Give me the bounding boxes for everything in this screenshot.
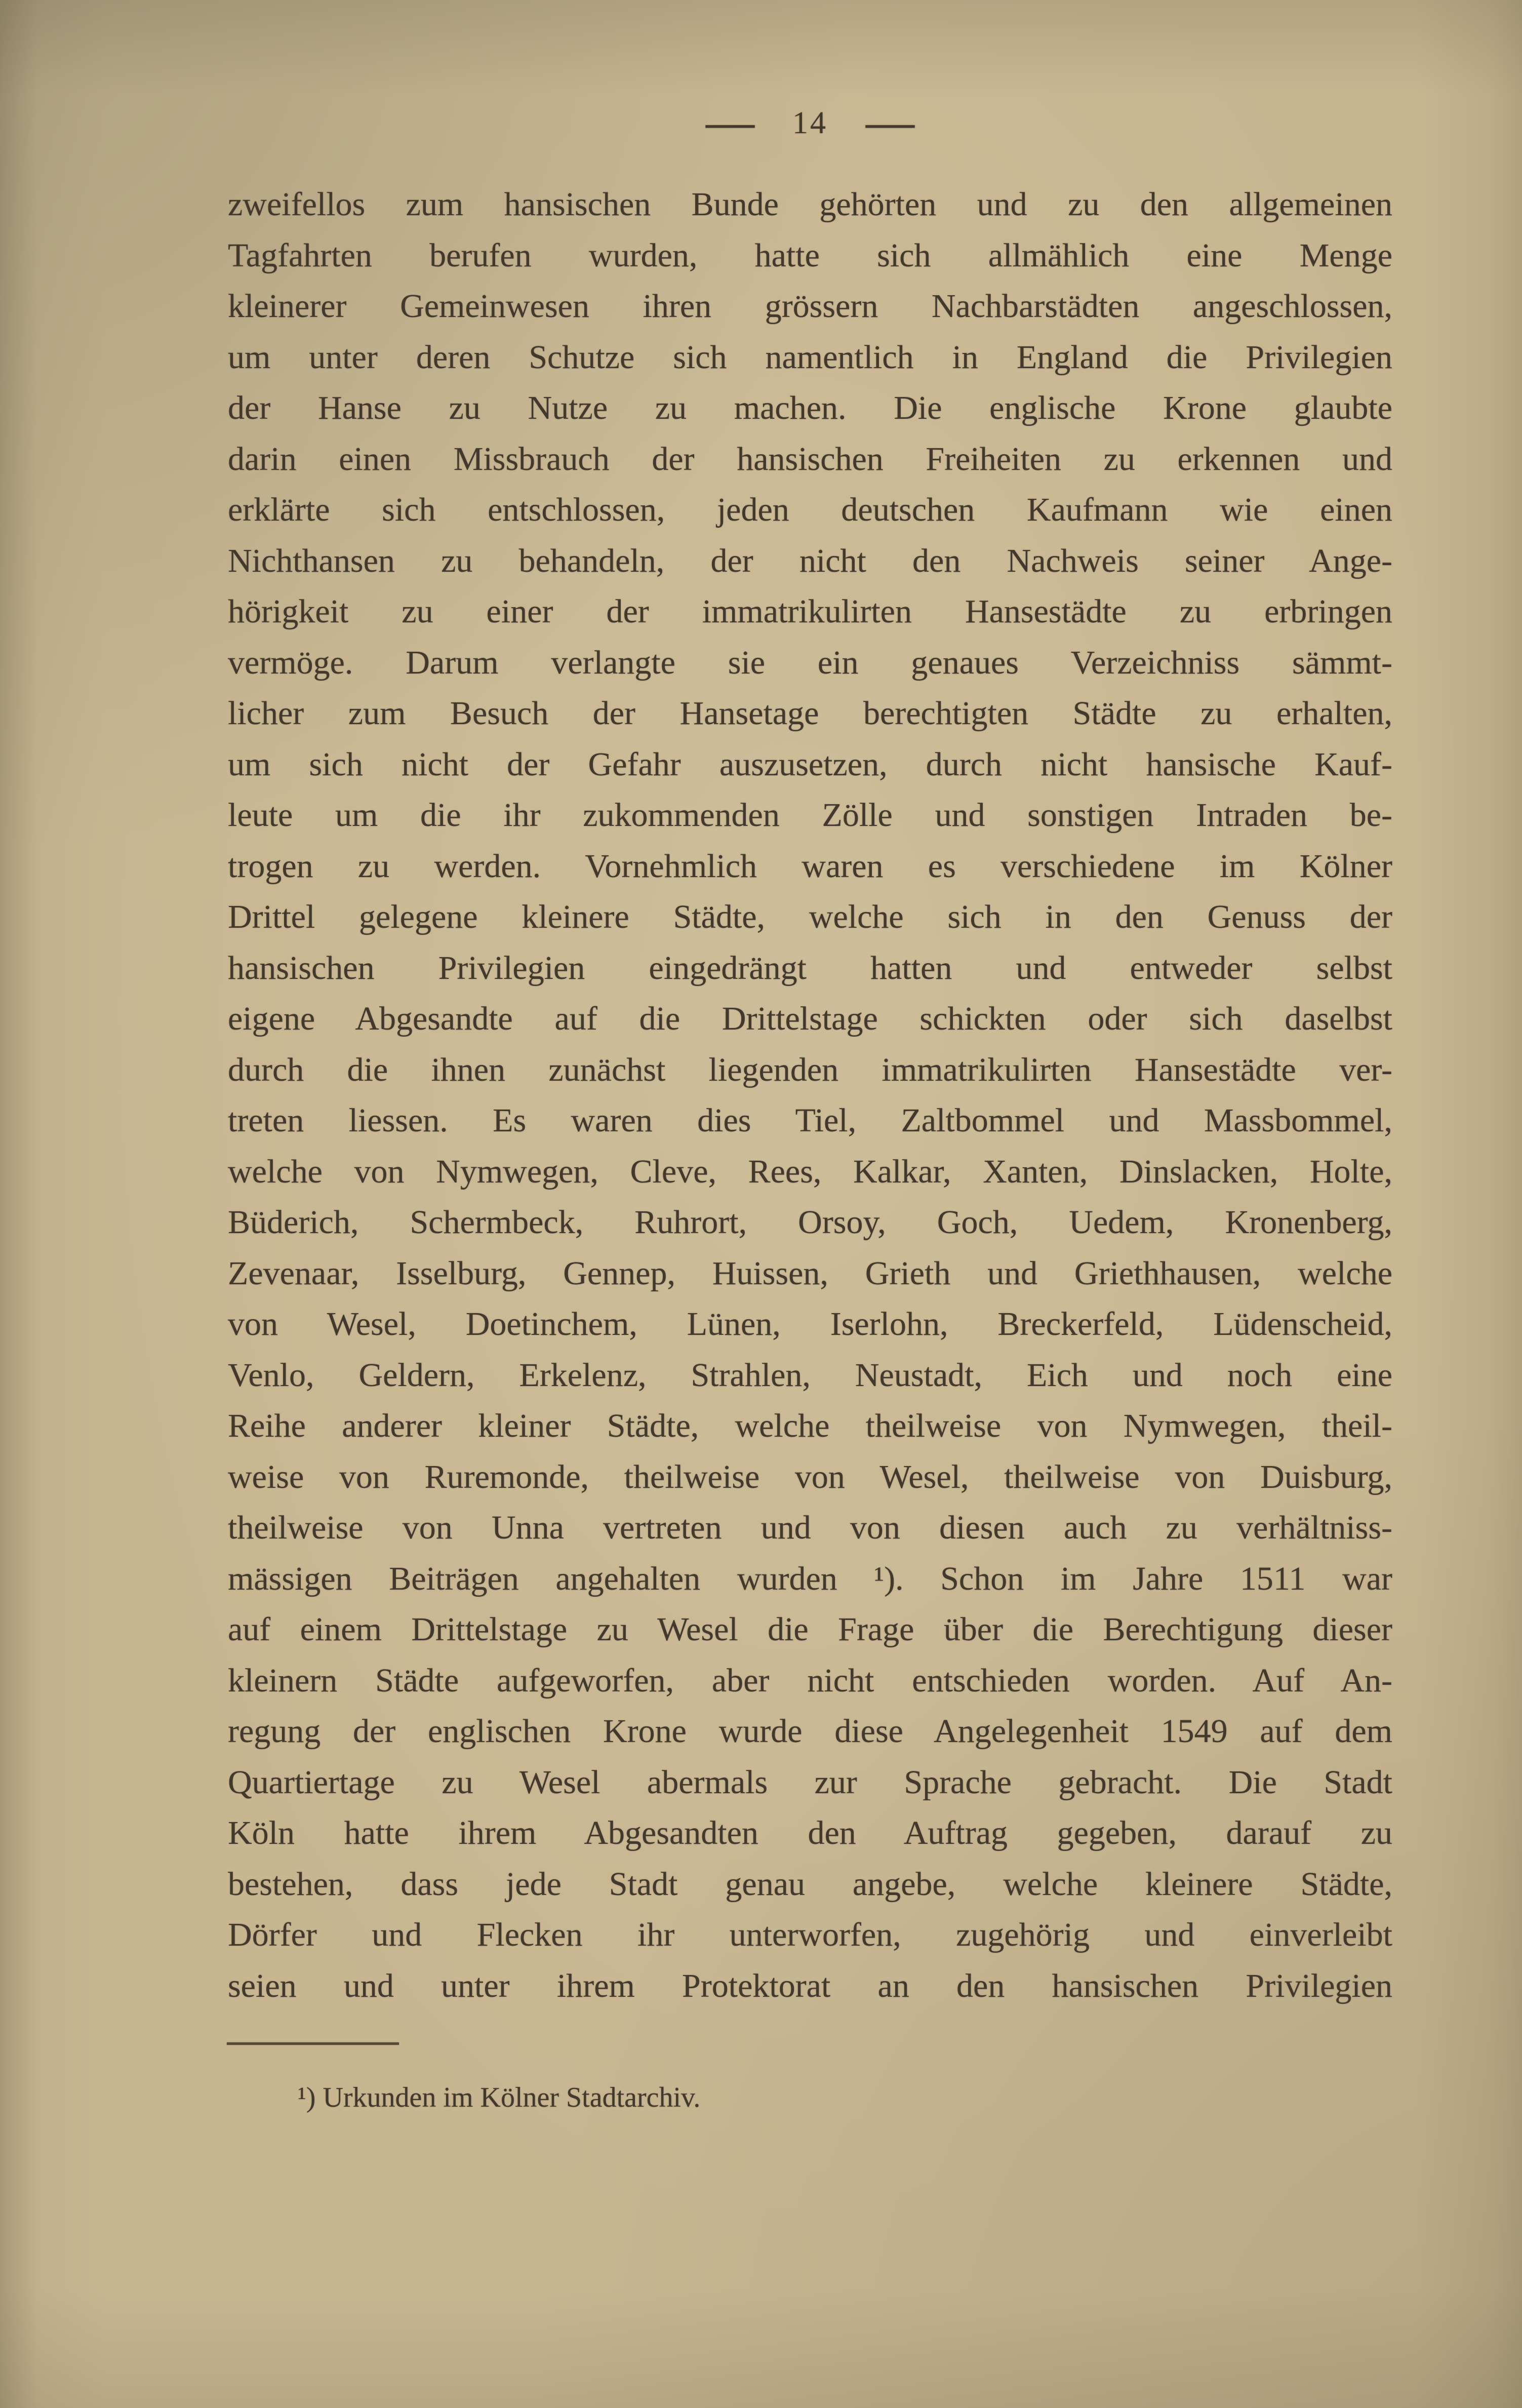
page-number-dash-right: — — [865, 101, 915, 145]
text-line: Venlo, Geldern, Erkelenz, Strahlen, Neustadt, Eich und noch eine — [228, 1356, 1392, 1394]
text-line: Tagfahrten berufen wurden, hatte sich allmählich eine Menge — [228, 236, 1392, 274]
text-line: Köln hatte ihrem Abgesandten den Auftrag gegeben, darauf zu — [228, 1814, 1392, 1851]
text-line: Dörfer und Flecken ihr unterworfen, zugehörig und einverleibt — [228, 1916, 1392, 1953]
text-line: bestehen, dass jede Stadt genau angebe, welche kleinere Städte, — [228, 1865, 1392, 1903]
text-line: welche von Nymwegen, Cleve, Rees, Kalkar, Xanten, Dinslacken, Holte, — [228, 1153, 1392, 1190]
text-line: leute um die ihr zukommenden Zölle und sonstigen Intraden be- — [228, 797, 1392, 834]
text-line: Reihe anderer kleiner Städte, welche theilweise von Nymwegen, theil- — [228, 1407, 1392, 1444]
text-line: mässigen Beiträgen angehalten wurden ¹). Schon im Jahre 1511 war — [228, 1560, 1392, 1597]
text-line: Quartiertage zu Wesel abermals zur Sprache gebracht. Die Stadt — [228, 1763, 1392, 1801]
text-line: durch die ihnen zunächst liegenden immatrikulirten Hansestädte ver- — [228, 1051, 1392, 1088]
text-line: der Hanse zu Nutze zu machen. Die englische Krone glaubte — [228, 389, 1392, 426]
text-line: von Wesel, Doetinchem, Lünen, Iserlohn, Breckerfeld, Lüdenscheid, — [228, 1306, 1392, 1343]
text-line: vermöge. Darum verlangte sie ein genaues Verzeichniss sämmt- — [228, 644, 1392, 681]
text-line: Nichthansen zu behandeln, der nicht den Nachweis seiner Ange- — [228, 542, 1392, 579]
text-line: zweifellos zum hansischen Bunde gehörten und zu den allgemeinen — [228, 186, 1392, 223]
text-line: Drittel gelegene kleinere Städte, welche sich in den Genuss der — [228, 898, 1392, 935]
text-line: erklärte sich entschlossen, jeden deutschen Kaufmann wie einen — [228, 491, 1392, 528]
text-line: treten liessen. Es waren dies Tiel, Zaltbommel und Massbommel, — [228, 1102, 1392, 1139]
text-line: hörigkeit zu einer der immatrikulirten Hansestädte zu erbringen — [228, 593, 1392, 630]
page-header — [228, 100, 1392, 146]
text-line: kleinern Städte aufgeworfen, aber nicht entschieden worden. Auf An- — [228, 1662, 1392, 1699]
text-line: kleinerer Gemeinwesen ihren grössern Nachbarstädten angeschlossen, — [228, 288, 1392, 325]
text-line: um sich nicht der Gefahr auszusetzen, durch nicht hansische Kauf- — [228, 745, 1392, 783]
text-line: Büderich, Schermbeck, Ruhrort, Orsoy, Goch, Uedem, Kronenberg, — [228, 1204, 1392, 1241]
footnote-rule — [227, 2042, 399, 2045]
footnote — [228, 2078, 1392, 2117]
text-line: regung der englischen Krone wurde diese Angelegenheit 1549 auf dem — [228, 1713, 1392, 1750]
text-line: seien und unter ihrem Protektorat an den hansischen Privilegien — [228, 1967, 1392, 2004]
text-line: auf einem Drittelstage zu Wesel die Frage über die Berechtigung dieser — [228, 1611, 1392, 1648]
text-line: Zevenaar, Isselburg, Gennep, Huissen, Grieth und Griethhausen, welche — [228, 1254, 1392, 1292]
page-number-dash-left: — — [705, 101, 755, 145]
text-line: hansischen Privilegien eingedrängt hatten und entweder selbst — [228, 949, 1392, 986]
text-line: weise von Ruremonde, theilweise von Wesel, theilweise von Duisburg, — [228, 1458, 1392, 1495]
page-number: 14 — [792, 106, 828, 140]
text-line: trogen zu werden. Vornehmlich waren es verschiedene im Kölner — [228, 847, 1392, 885]
text-line: licher zum Besuch der Hansetage berechtigten Städte zu erhalten, — [228, 695, 1392, 732]
text-line: um unter deren Schutze sich namentlich in England die Privilegien — [228, 338, 1392, 376]
text-line: theilweise von Unna vertreten und von diesen auch zu verhältniss- — [228, 1509, 1392, 1546]
text-line: eigene Abgesandte auf die Drittelstage schickten oder sich daselbst — [228, 1000, 1392, 1037]
footnote-text: ¹) Urkunden im Kölner Stadtarchiv. — [298, 2082, 701, 2113]
text-line: darin einen Missbrauch der hansischen Freiheiten zu erkennen und — [228, 440, 1392, 478]
main-text — [228, 179, 1392, 2011]
